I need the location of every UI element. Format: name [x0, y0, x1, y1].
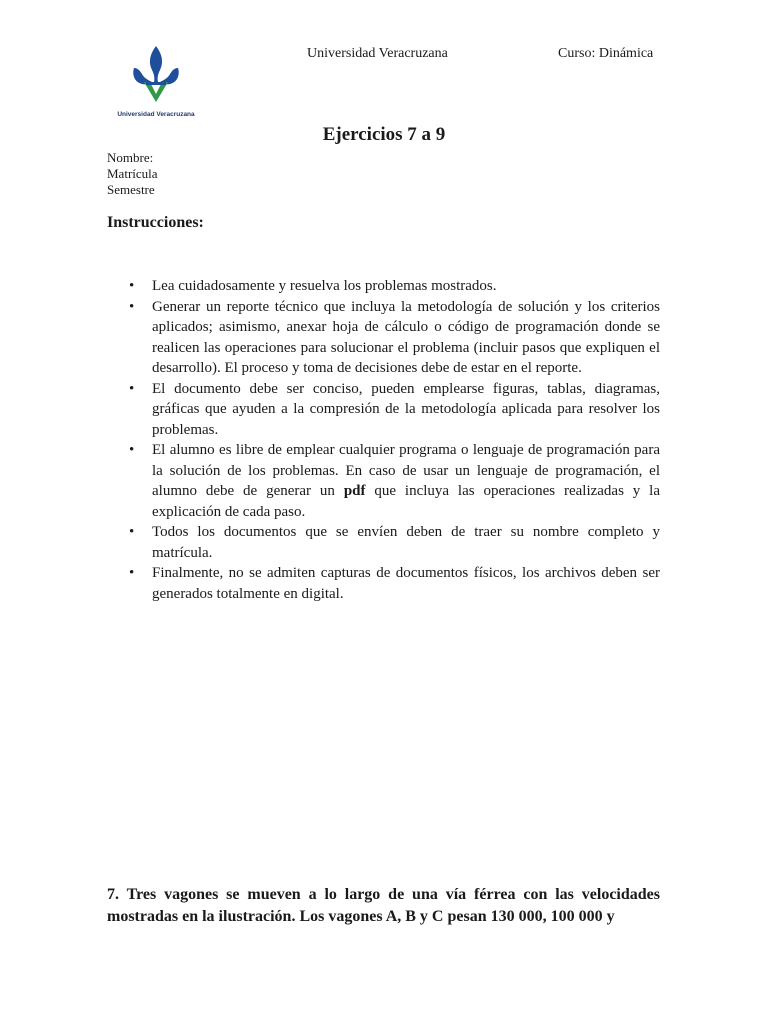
instructions-heading: Instrucciones: [107, 214, 204, 231]
list-item [107, 522, 660, 563]
list-item-text: Lea cuidadosamente y resuelva los problemas mostrados. [152, 278, 497, 294]
university-logo-icon [130, 44, 182, 108]
header-course: Curso: Dinámica [558, 46, 654, 61]
logo-caption: Universidad Veracruzana [117, 111, 195, 118]
list-item-text: Finalmente, no se admiten capturas de documentos físicos, los archivos deben ser generados totalmente en digital. [152, 565, 660, 602]
list-item-text-after: que incluya las operaciones realizadas y la explicación de cada paso. [152, 483, 660, 520]
header-university: Universidad Veracruzana [307, 46, 448, 61]
university-logo [108, 44, 204, 124]
list-item-text: Generar un reporte técnico que incluya la metodología de solución y los criterios aplicados; asimismo, anexar hoja de cálculo o código de programación donde se realicen las operaciones para solucionar el problema (incluir pasos que expliquen el desarrollo). El proceso y toma de decisiones debe de estar en el reporte. [152, 298, 660, 376]
problem-7-text: 7. Tres vagones se mueven a lo largo de una vía férrea con las velocidades mostradas en la ilustración. Los vagones A, B y C pesan 130 000, 100 000 y [107, 886, 660, 925]
field-matricula-label: Matrícula [107, 166, 158, 181]
list-item [107, 440, 660, 522]
list-item-text-before: El alumno es libre de emplear cualquier programa o lenguaje de programación para la solución de los problemas. En caso de usar un lenguaje de programación, el alumno debe de generar un [152, 442, 660, 499]
list-item-bold-pdf: pdf [343, 483, 366, 499]
field-semestre-label: Semestre [107, 182, 155, 197]
list-item-text: Todos los documentos que se envíen deben de traer su nombre completo y matrícula. [152, 524, 660, 561]
list-item [107, 276, 660, 297]
page-title: Ejercicios 7 a 9 [322, 124, 446, 145]
instructions-list [107, 276, 660, 604]
list-item [107, 563, 660, 604]
field-name-label: Nombre: [107, 150, 154, 165]
list-item [107, 297, 660, 379]
list-item [107, 379, 660, 441]
student-fields [107, 150, 158, 198]
list-item-text: El documento debe ser conciso, pueden emplearse figuras, tablas, diagramas, gráficas que ayuden a la compresión de la metodología aplicada para resolver los problemas. [152, 380, 660, 438]
